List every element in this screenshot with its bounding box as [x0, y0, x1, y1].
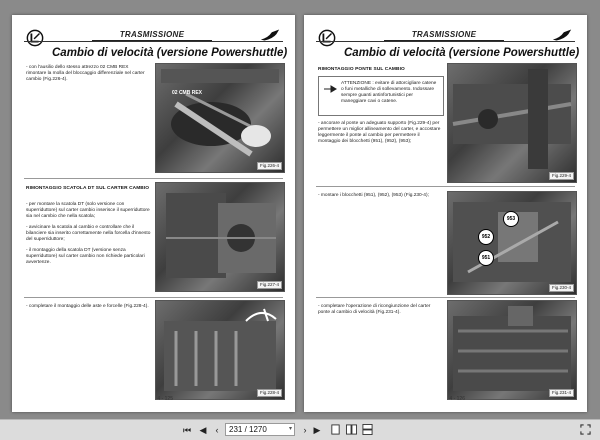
divider — [24, 178, 283, 179]
page-title: Cambio di velocità (versione Powershuttle) — [52, 47, 288, 59]
callout-953: 953 — [503, 211, 519, 227]
bullet-3: - il montaggio della scatola DT (versione senza superriduttore) sul carter cambio non richiede particolari avvertenze. — [26, 248, 145, 265]
single-page-view-icon[interactable] — [330, 424, 341, 435]
two-page-view-icon[interactable] — [346, 424, 357, 435]
callout-952: 952 — [478, 229, 494, 245]
brand-logo-icon — [26, 29, 44, 47]
header-rule — [24, 41, 283, 42]
callout-951: 951 — [478, 250, 494, 266]
continuous-view-icon[interactable] — [362, 424, 373, 435]
bullet-3: - completare l'operazione di ricongiunzione del carter ponte al cambio di velocità (Fig.231-4). — [318, 304, 431, 315]
photo-fig-228 — [155, 300, 285, 400]
bullet-2: - montare i blocchetti (951), (952), (953) (Fig.230-4); — [318, 193, 429, 198]
tool-label: 02 CMB REX — [172, 90, 203, 96]
divider — [316, 186, 575, 187]
first-page-button[interactable]: ⏮ — [182, 425, 192, 435]
bullet-2: - avvicinare la scatola al cambio e controllare che il bilanciere sia inserito correttamente nella forcella d'innesto del superriduttore; — [26, 225, 151, 242]
next-page-button[interactable]: ▶ — [313, 425, 321, 435]
page-number-input[interactable] — [225, 423, 295, 436]
page-number-value: 231 / 1270 — [229, 425, 267, 434]
figure-caption: Fig.228-4 — [257, 389, 282, 397]
section-header: TRASMISSIONE — [384, 29, 504, 41]
photo-fig-226 — [155, 63, 285, 173]
divider — [316, 297, 575, 298]
document-page-right — [304, 15, 587, 412]
photo-fig-230 — [447, 191, 577, 295]
warning-text: ATTENZIONE : evitare di attorcigliare catene o funi metalliche di sollevamento. Indossare sempre guanti antinfortunistici per maneggiare cavi o catene. — [341, 81, 437, 104]
photo-fig-229 — [447, 63, 577, 183]
figure-caption: Fig.229-4 — [549, 172, 574, 180]
previous-view-button[interactable]: ‹ — [215, 425, 219, 435]
section-heading: RIMONTAGGIO SCATOLA DT SUL CARTER CAMBIO — [26, 186, 150, 191]
page-number: 4 - 126 — [449, 396, 465, 402]
tractor-emblem-icon — [551, 28, 573, 42]
bullet-1: - per montare la scatola DT (solo versione con superriduttore) sul carter cambio inserisce il superriduttore sia nel cambio che nella scatola; — [26, 202, 150, 219]
figure-caption: Fig.227-4 — [257, 281, 282, 289]
viewer-toolbar — [0, 419, 600, 440]
figure-caption: Fig.231-4 — [549, 389, 574, 397]
page-title: Cambio di velocità (versione Powershuttle) — [344, 47, 580, 59]
header-rule — [316, 41, 575, 42]
divider — [24, 297, 283, 298]
page-number: 4 - 125 — [157, 396, 173, 402]
intro-text: - con l'ausilio dello stesso attrezzo 02 CMB REX rimontare la molla del bloccaggio differenziale nel carter cambio (Fig.226-4). — [26, 65, 145, 82]
fullscreen-icon[interactable] — [580, 424, 591, 435]
section-header: TRASMISSIONE — [92, 29, 212, 41]
document-page-left — [12, 15, 295, 412]
figure-caption: Fig.230-4 — [549, 284, 574, 292]
section-heading: RIMONTAGGIO PONTE SUL CAMBIO — [318, 67, 405, 72]
next-view-button[interactable]: › — [303, 425, 307, 435]
photo-fig-227 — [155, 182, 285, 292]
figure-caption: Fig.226-4 — [257, 162, 282, 170]
brand-logo-icon — [318, 29, 336, 47]
chevron-down-icon[interactable]: ▾ — [288, 426, 292, 432]
bullet-1: - ancorare al ponte un adeguato supporto (Fig.229-4) per permettere un miglior allineamento del carter, e accostare leggermente il ponte al cambio per permettere il montaggio dei blocchetti (951), (952), (953); — [318, 121, 441, 144]
tractor-emblem-icon — [259, 28, 281, 42]
previous-page-button[interactable]: ◀ — [199, 425, 207, 435]
warning-hand-icon — [323, 83, 337, 95]
warning-box — [318, 76, 444, 116]
photo-fig-231 — [447, 300, 577, 400]
bullet-4: - completare il montaggio delle aste e forcelle (Fig.228-4). — [26, 304, 149, 309]
